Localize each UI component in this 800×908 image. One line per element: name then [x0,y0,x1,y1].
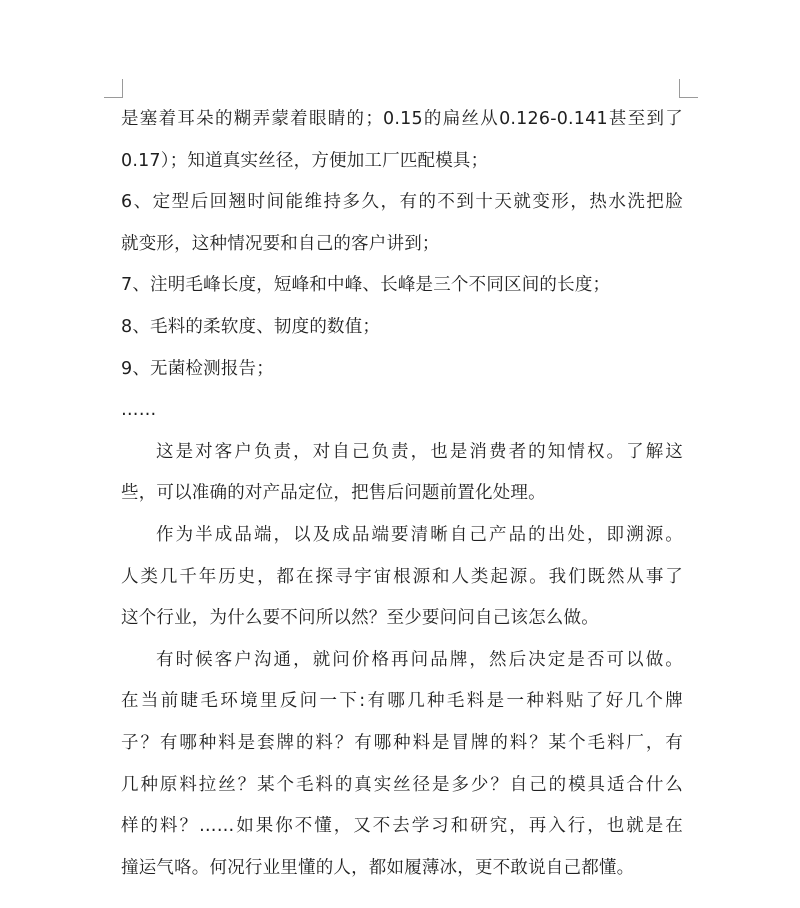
margin-corner-mark-left [104,79,123,98]
paragraph-line: 作为半成品端，以及成品端要清晰自己产品的出处，即溯源。 [156,524,683,545]
list-item-7: 7、注明毛峰长度，短峰和中峰、长峰是三个不同区间的长度； [121,275,611,296]
paragraph-line: 有时候客户沟通，就问价格再问品牌，然后决定是否可以做。 [156,649,683,670]
paragraph-line: 这是对客户负责，对自己负责，也是消费者的知情权。了解这 [156,441,683,462]
list-item-8: 8、毛料的柔软度、韧度的数值； [121,316,381,337]
list-item-9: 9、无菌检测报告； [121,358,274,379]
document-body [121,99,683,889]
paragraph-line: 人类几千年历史，都在探寻宇宙根源和人类起源。我们既然从事了 [121,566,683,587]
paragraph-line: 些，可以准确的对产品定位，把售后问题前置化处理。 [121,483,546,504]
paragraph-line: 这个行业，为什么要不问所以然？至少要问问自己该怎么做。 [121,608,599,629]
text-line: 就变形，这种情况要和自己的客户讲到； [121,233,440,254]
paragraph-line: 几种原料拉丝？某个毛料的真实丝径是多少？自己的模具适合什么 [121,774,683,795]
ellipsis-line: …… [121,400,157,421]
paragraph-line: 样的料？……如果你不懂，又不去学习和研究，再入行，也就是在 [121,816,683,837]
paragraph-line: 子？有哪种料是套牌的料？有哪种料是冒牌的料？某个毛料厂，有 [121,732,683,753]
text-line: 0.17）；知道真实丝径，方便加工厂匹配模具； [121,150,489,171]
paragraph-line: 撞运气咯。何况行业里懂的人，都如履薄冰，更不敢说自己都懂。 [121,857,635,878]
text-line: 是塞着耳朵的糊弄蒙着眼睛的；0.15的扁丝从0.126-0.141甚至到了 [121,109,683,129]
paragraph-line: 在当前睫毛环境里反问一下:有哪几种毛料是一种料贴了好几个牌 [121,691,683,712]
margin-corner-mark-right [679,79,698,98]
list-item-6: 6、定型后回翘时间能维持多久，有的不到十天就变形，热水洗把脸 [121,192,683,213]
